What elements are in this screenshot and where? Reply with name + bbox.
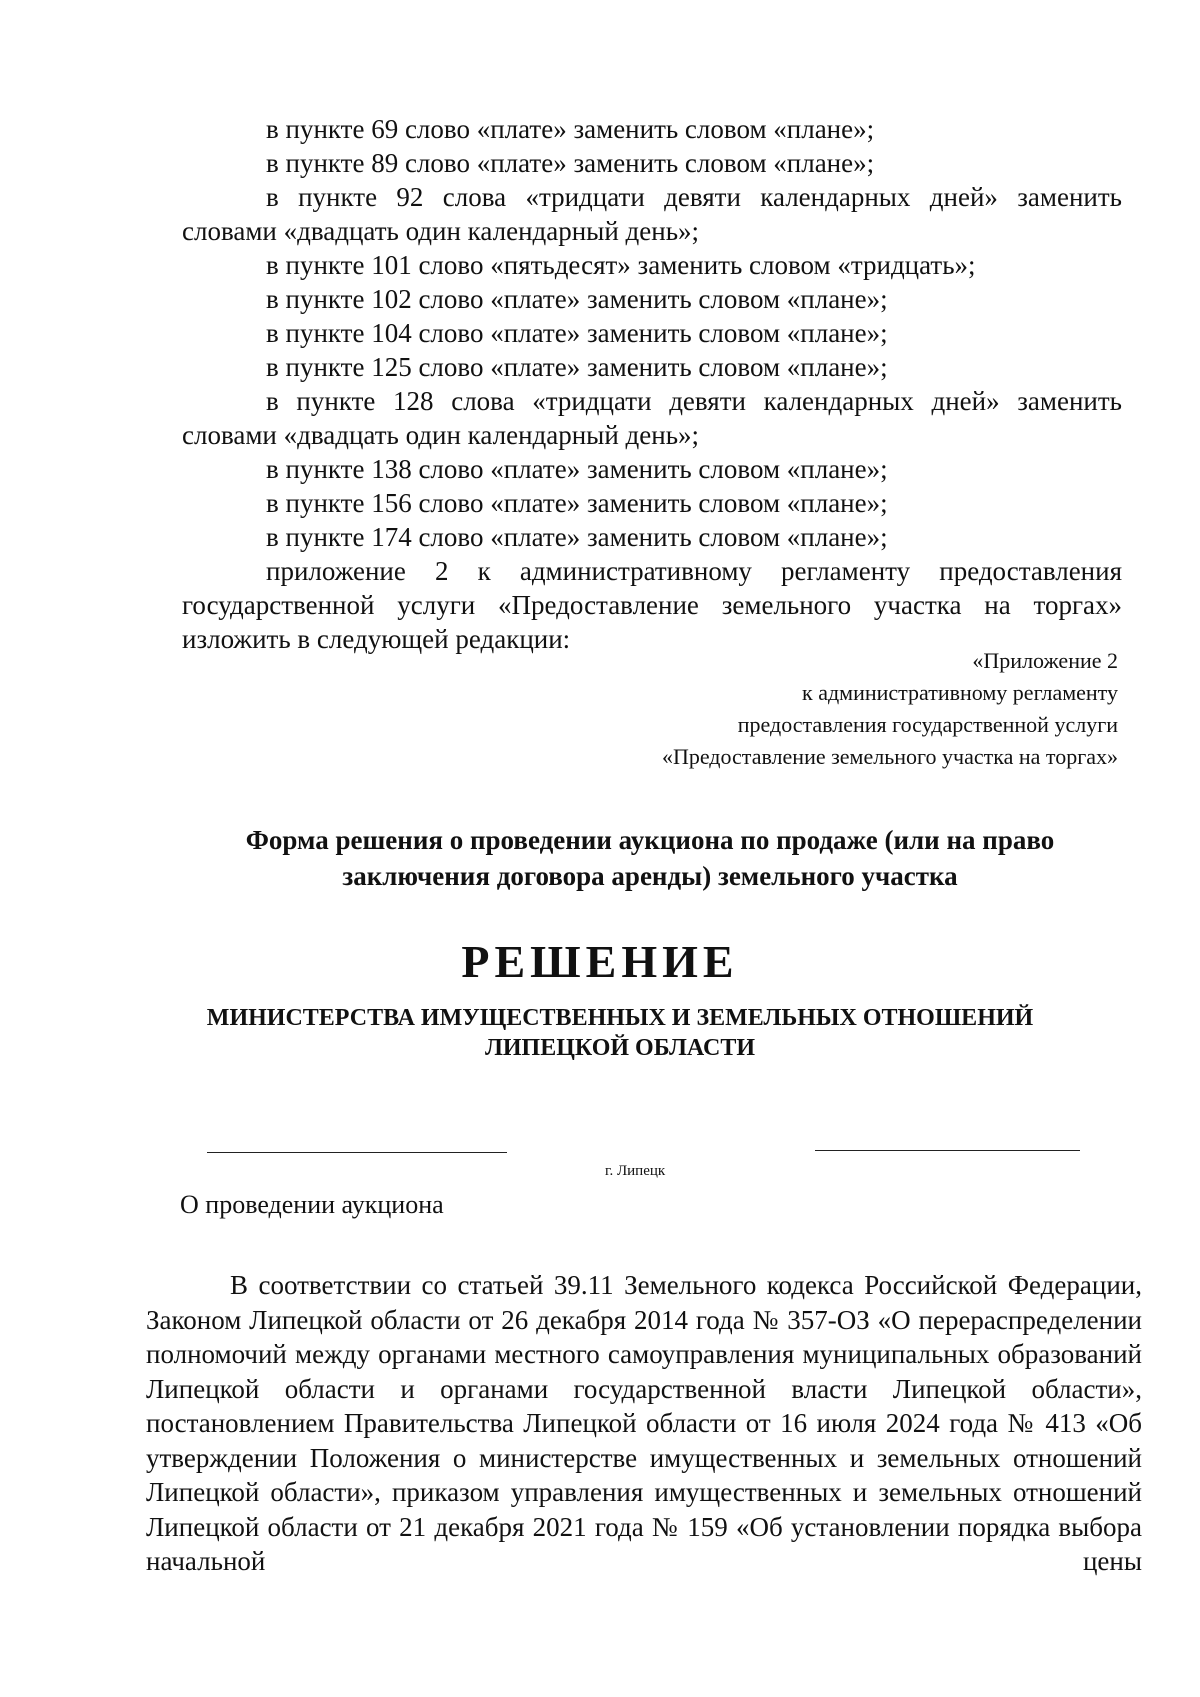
date-blank-line [207,1152,507,1153]
amendment-item: в пункте 92 слова «тридцати девяти календарных дней» заменить словами «двадцать один календарный день»; [182,182,1122,246]
amendment-item: в пункте 102 слово «плате» заменить словом «плане»; [266,284,888,314]
amendment-item: в пункте 138 слово «плате» заменить словом «плане»; [266,454,888,484]
amendment-item: в пункте 156 слово «плате» заменить словом «плане»; [266,488,888,518]
number-blank-line [815,1150,1080,1151]
form-title [220,822,1080,894]
amendment-item: в пункте 104 слово «плате» заменить словом «плане»; [266,318,888,348]
amendment-item: приложение 2 к административному регламенту предоставления государственной услуги «Предоставление земельного участка на торгах» изложить в следующей редакции: [182,556,1122,654]
amendment-item: в пункте 174 слово «плате» заменить словом «плане»; [266,522,888,552]
appendix-header [418,645,1118,773]
appendix-line: «Приложение 2 [972,648,1118,673]
decision-subject: О проведении аукциона [180,1190,444,1219]
ministry-line: ЛИПЕЦКОЙ ОБЛАСТИ [485,1035,755,1061]
decision-body [146,1268,1142,1579]
amendments-list [182,112,1122,656]
form-title-line: Форма решения о проведении аукциона по продаже (или на право [245,825,1055,855]
form-title-line: заключения договора аренды) земельного участка [342,861,958,891]
amendment-item: в пункте 101 слово «пятьдесят» заменить словом «тридцать»; [266,250,976,280]
decision-heading: РЕШЕНИЕ [461,936,739,987]
ministry-line: МИНИСТЕРСТВА ИМУЩЕСТВЕННЫХ И ЗЕМЕЛЬНЫХ ОТНОШЕНИЙ [206,1005,1034,1031]
amendment-item: в пункте 89 слово «плате» заменить словом «плане»; [266,148,875,178]
appendix-line: предоставления государственной услуги [737,712,1118,737]
amendment-item: в пункте 128 слова «тридцати девяти календарных дней» заменить словами «двадцать один календарный день»; [182,386,1122,450]
city-label: г. Липецк [605,1163,666,1179]
appendix-line: «Предоставление земельного участка на торгах» [661,744,1118,769]
ministry-name [150,1003,1090,1063]
amendment-item: в пункте 125 слово «плате» заменить словом «плане»; [266,352,888,382]
amendment-item: в пункте 69 слово «плате» заменить словом «плане»; [266,114,875,144]
body-paragraph: В соответствии со статьей 39.11 Земельного кодекса Российской Федерации, Законом Липецкой области от 26 декабря 2014 года № 357-ОЗ «О перераспределении полномочий между органами местного самоуправления муниципальных образований Липецкой области и органами государственной власти Липецкой области», постановлением Правительства Липецкой области от 16 июля 2024 года № 413 «Об утверждении Положения о министерстве имущественных и земельных отношений Липецкой области», приказом управления имущественных и земельных отношений Липецкой области от 21 декабря 2021 года № 159 «Об установлении порядка выбора начальной цены [146,1270,1142,1576]
appendix-line: к административному регламенту [802,680,1118,705]
